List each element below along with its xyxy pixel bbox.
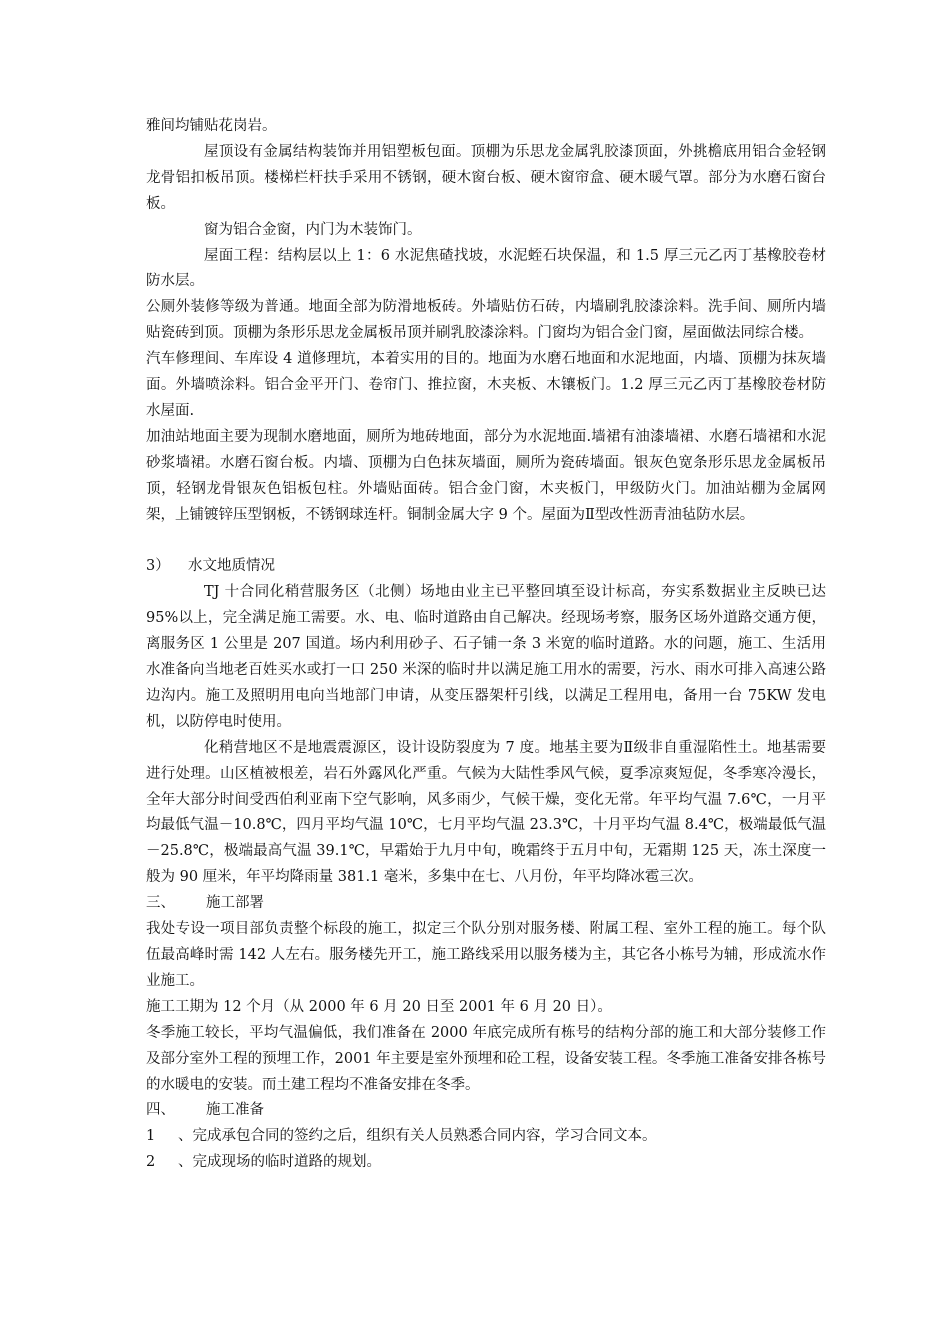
chapter-heading-deployment	[146, 891, 826, 917]
paragraph-garage: 汽车修理间、车库设 4 道修理坑，本着实用的目的。地面为水磨石地面和水泥地面，内墙、顶棚为抹灰墙面。外墙喷涂料。铝合金平开门、卷帘门、推拉窗，木夹板、木镶板门。1.2 厚三元乙丙丁基橡胶卷材防水屋面.	[146, 351, 826, 419]
blank-line	[146, 529, 826, 555]
section-heading-hydrology	[146, 554, 826, 580]
document-page	[146, 114, 826, 1176]
paragraph-gas-station: 加油站地面主要为现制水磨地面，厕所为地砖地面，部分为水泥地面.墙裙有油漆墙裙、水磨石墙裙和水泥砂浆墙裙。水磨石窗台板。内墙、顶棚为白色抹灰墙面，厕所为瓷砖墙面。银灰色宽条形乐思龙金属板吊顶，轻钢龙骨银灰色铝板包柱。外墙贴面砖。铝合金门窗，木夹板门，甲级防火门。加油站棚为金属网架，上铺镀锌压型钢板，不锈钢球连杆。铜制金属大字 9 个。屋面为Ⅱ型改性沥青油毡防水层。	[146, 428, 826, 523]
paragraph-roof: 屋顶设有金属结构装饰并用铝塑板包面。顶棚为乐思龙金属乳胶漆顶面，外挑檐底用铝合金轻钢龙骨铝扣板吊顶。楼梯栏杆扶手采用不锈钢，硬木窗台板、硬木窗帘盒、硬木暖气罩。部分为水磨石窗台板。	[146, 143, 826, 212]
list-item	[146, 1150, 826, 1176]
list-item-number: 1	[146, 1128, 156, 1145]
chapter-number: 四、	[146, 1102, 175, 1119]
paragraph-roof-work: 屋面工程：结构层以上 1：6 水泥焦碴找坡，水泥蛭石块保温，和 1.5 厚三元乙丙丁基橡胶卷材防水层。	[146, 247, 826, 290]
paragraph-site: TJ 十合同化稍营服务区（北侧）场地由业主已平整回填至设计标高，夯实系数据业主反映已达 95%以上，完全满足施工需要。水、电、临时道路由自己解决。经现场考察，服务区场外道路交通方便，离服务区 1 公里是 207 国道。场内利用砂子、石子铺一条 3 米宽的临时道路。水的问题，施工、生活用水准备向当地老百姓买水或打一口 250 米深的临时井以满足施工用水的需要，污水、雨水可排入高速公路边沟内。施工及照明用电向当地部门申请，从变压器架杆引线，以满足工程用电，备用一台 75KW 发电机，以防停电时使用。	[146, 584, 826, 730]
paragraph-winter: 冬季施工较长，平均气温偏低，我们准备在 2000 年底完成所有栋号的结构分部的施工和大部分装修工作及部分室外工程的预埋工作，2001 年主要是室外预埋和砼工程，设备安装工程。冬季施工准备安排各栋号的水暖电的安装。而土建工程均不准备安排在冬季。	[146, 1024, 826, 1093]
paragraph-toilet: 公厕外装修等级为普通。地面全部为防滑地板砖。外墙贴仿石砖，内墙刷乳胶漆涂料。洗手间、厕所内墙贴瓷砖到顶。顶棚为条形乐思龙金属板吊顶并刷乳胶漆涂料。门窗均为铝合金门窗，屋面做法同综合楼。	[146, 299, 826, 342]
chapter-title: 施工准备	[206, 1102, 264, 1119]
paragraph-deploy: 我处专设一项目部负责整个标段的施工，拟定三个队分别对服务楼、附属工程、室外工程的施工。每个队伍最高峰时需 142 人左右。服务楼先开工，施工路线采用以服务楼为主，其它各小栋号为辅，形成流水作业施工。	[146, 921, 826, 989]
list-item-text: 、完成承包合同的签约之后，组织有关人员熟悉合同内容，学习合同文本。	[178, 1128, 657, 1145]
paragraph-window: 窗为铝合金窗，内门为木装饰门。	[204, 221, 422, 238]
list-item-number: 2	[146, 1154, 156, 1171]
chapter-number: 三、	[146, 895, 175, 912]
list-item-text: 、完成现场的临时道路的规划。	[178, 1154, 381, 1171]
section-number: 3）	[146, 558, 170, 575]
list-item	[146, 1124, 826, 1150]
paragraph-climate: 化稍营地区不是地震震源区，设计设防裂度为 7 度。地基主要为Ⅱ级非自重湿陷性土。地基需要进行处理。山区植被根差，岩石外露风化严重。气候为大陆性季风气候，夏季凉爽短促，冬季寒冷漫长，全年大部分时间受西伯利亚南下空气影响，风多雨少，气候干燥，变化无常。年平均气温 7.6℃，一月平均最低气温－10.8℃，四月平均气温 10℃，七月平均气温 23.3℃，十月平均气温 8.4℃，极端最低气温－25.8℃，极端最高气温 39.1℃，早霜始于九月中旬，晚霜终于五月中旬，无霜期 125 天，冻土深度一般为 90 厘米，年平均降雨量 381.1 毫米，多集中在七、八月份，年平均降冰雹三次。	[146, 739, 826, 886]
section-title: 水文地质情况	[188, 558, 275, 575]
chapter-heading-preparation	[146, 1098, 826, 1124]
chapter-title: 施工部署	[206, 895, 264, 912]
paragraph-period: 施工工期为 12 个月（从 2000 年 6 月 20 日至 2001 年 6 月 20 日）。	[146, 998, 612, 1015]
paragraph-floor-end: 雅间均铺贴花岗岩。	[146, 118, 277, 134]
